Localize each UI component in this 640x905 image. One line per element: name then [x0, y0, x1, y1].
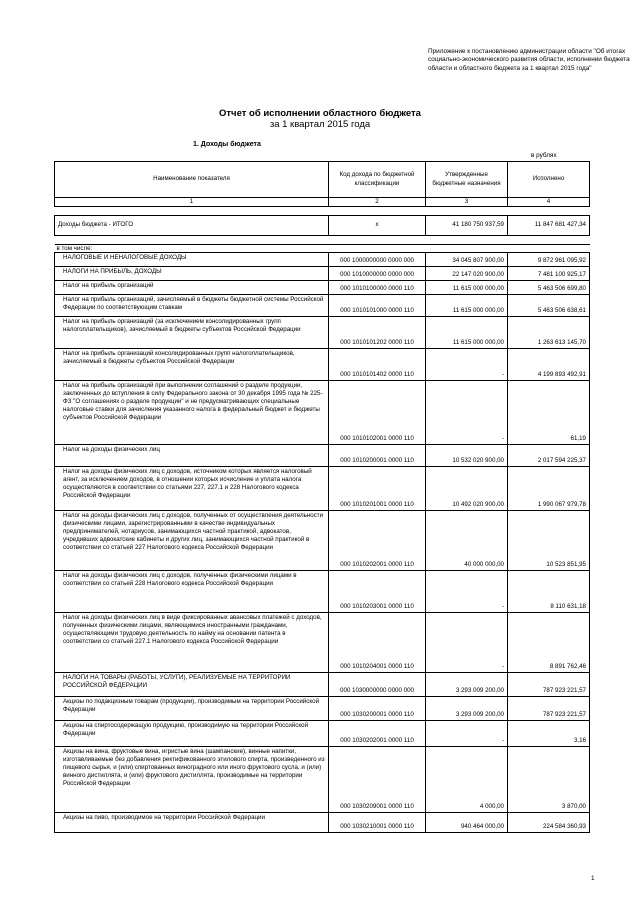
row-executed: 787 923 221,57	[508, 673, 590, 697]
row-code: 000 1010101402 0000 110	[329, 349, 426, 381]
row-code: 000 1030210001 0000 110	[329, 813, 426, 833]
row-approved: 940 464 000,00	[426, 813, 508, 833]
currency-unit: в рублях	[531, 152, 557, 159]
table-row	[55, 253, 590, 267]
row-approved: -	[426, 571, 508, 613]
table-row	[55, 381, 590, 445]
row-name: Налог на прибыль организаций	[55, 281, 329, 295]
row-name: Налог на прибыль организаций (за исключением консолидированных групп налогоплательщиков), зачисляемый в бюджеты субъектов Российской Федерации	[55, 317, 329, 349]
row-code: 000 1010101000 0000 110	[329, 295, 426, 317]
row-code: 000 1000000000 0000 000	[329, 253, 426, 267]
column-number: 4	[508, 198, 590, 207]
row-approved: 3 293 009 200,00	[426, 673, 508, 697]
row-executed: 787 923 221,57	[508, 697, 590, 721]
row-name: Акцизы на пиво, производимое на территории Российской Федерации	[55, 813, 329, 833]
row-executed: 3 870,00	[508, 747, 590, 813]
row-approved: 11 615 000 000,00	[426, 317, 508, 349]
revenue-table	[54, 161, 590, 833]
row-name: Акцизы на спиртосодержащую продукцию, производимую на территории Российской Федерации	[55, 721, 329, 747]
row-approved: 40 000 000,00	[426, 511, 508, 571]
row-approved: 11 615 000 000,00	[426, 281, 508, 295]
row-code: 000 1030000000 0000 000	[329, 673, 426, 697]
row-name: Акцизы на вина, фруктовые вина, игристые вина (шампанские), винные напитки, изготавливаемые без добавления ректификованного этилового спирта, произведенного из пищевого сырья, и (или) спиртованных виноградного или иного фруктового сусла, и (или) винного дистиллята, и (или) фруктового дистиллята, производимые на территории Российской Федерации	[55, 747, 329, 813]
row-approved: 11 615 000 000,00	[426, 295, 508, 317]
table-row	[55, 721, 590, 747]
row-executed: 2 017 594 225,37	[508, 445, 590, 467]
table-row	[55, 747, 590, 813]
table-row	[55, 349, 590, 381]
column-header-approved: Утвержденные бюджетные назначения	[426, 162, 508, 198]
column-header-executed: Исполнено	[508, 162, 590, 198]
column-header-code: Код дохода по бюджетной классификации	[329, 162, 426, 198]
table-row	[55, 511, 590, 571]
row-approved: 3 293 009 200,00	[426, 697, 508, 721]
column-number: 3	[426, 198, 508, 207]
table-row	[55, 445, 590, 467]
row-approved: -	[426, 349, 508, 381]
row-executed: 1 990 067 979,78	[508, 467, 590, 511]
row-code: 000 1030200001 0000 110	[329, 697, 426, 721]
row-code: 000 1010203001 0000 110	[329, 571, 426, 613]
including-label: в том числе:	[56, 245, 93, 252]
row-approved: -	[426, 721, 508, 747]
row-name: Налог на прибыль организаций консолидированных групп налогоплательщиков, зачисляемый в бюджеты субъектов Российской Федерации	[55, 349, 329, 381]
row-code: 000 1030202001 0000 110	[329, 721, 426, 747]
report-period: за 1 квартал 2015 года	[269, 119, 371, 130]
row-name: НАЛОГИ НА ПРИБЫЛЬ, ДОХОДЫ	[55, 267, 329, 281]
row-name: НАЛОГИ НА ТОВАРЫ (РАБОТЫ, УСЛУГИ), РЕАЛИЗУЕМЫЕ НА ТЕРРИТОРИИ РОССИЙСКОЙ ФЕДЕРАЦИИ	[55, 673, 329, 697]
row-code: 000 1010204001 0000 110	[329, 613, 426, 673]
page-number: 1	[591, 875, 595, 882]
total-code: x	[329, 216, 426, 236]
row-executed: 8 891 762,46	[508, 613, 590, 673]
table-row	[55, 281, 590, 295]
row-code: 000 1010100000 0000 110	[329, 281, 426, 295]
row-executed: 7 481 100 925,17	[508, 267, 590, 281]
row-code: 000 1010202001 0000 110	[329, 511, 426, 571]
total-label: Доходы бюджета - ИТОГО	[55, 216, 329, 236]
row-code: 000 1010200001 0000 110	[329, 445, 426, 467]
table-row	[55, 697, 590, 721]
row-executed: 5 463 506 638,61	[508, 295, 590, 317]
row-approved: 10 492 020 900,00	[426, 467, 508, 511]
table-row	[55, 673, 590, 697]
row-name: Налог на доходы физических лиц	[55, 445, 329, 467]
table-row	[55, 613, 590, 673]
total-executed: 11 847 681 427,34	[508, 216, 590, 236]
row-name: Акцизы по подакцизным товарам (продукции), производимым на территории Российской Федерации	[55, 697, 329, 721]
row-executed: 10 523 851,95	[508, 511, 590, 571]
row-approved: -	[426, 381, 508, 445]
row-code: 000 1030209001 0000 110	[329, 747, 426, 813]
table-row	[55, 295, 590, 317]
row-code: 000 1010101202 0000 110	[329, 317, 426, 349]
column-number: 1	[55, 198, 329, 207]
row-name: Налог на доходы физических лиц с доходов, полученных физическими лицами в соответствии со статьей 228 Налогового кодекса Российской Федерации	[55, 571, 329, 613]
total-approved: 41 180 750 937,59	[426, 216, 508, 236]
row-executed: 9 872 961 095,92	[508, 253, 590, 267]
table-row	[55, 317, 590, 349]
row-approved: 22 147 020 900,00	[426, 267, 508, 281]
table-row	[55, 571, 590, 613]
table-row	[55, 467, 590, 511]
row-name: Налог на доходы физических лиц с доходов, источником которых является налоговый агент, за исключением доходов, в отношении которых исчисление и уплата налога осуществляются в соответствии со статьями 227, 227.1 и 228 Налогового кодекса Российской Федерации	[55, 467, 329, 511]
appendix-note: Приложение к постановлению администрации области "Об итогах социально-экономического развития области, исполнении бюджета области и областного бюджета за 1 квартал 2015 года"	[428, 48, 630, 72]
row-approved: 34 045 807 900,00	[426, 253, 508, 267]
row-executed: 5 463 506 699,80	[508, 281, 590, 295]
row-name: Налог на доходы физических лиц с доходов, полученных от осуществления деятельности физическими лицами, зарегистрированными в качестве индивидуальных предпринимателей, нотариусов, занимающихся частной практикой, адвокатов, учредивших адвокатские кабинеты и других лиц, занимающихся частной практикой в соответствии со статьей 227 Налогового кодекса Российской Федерации	[55, 511, 329, 571]
row-executed: 224 584 360,93	[508, 813, 590, 833]
row-approved: 4 000,00	[426, 747, 508, 813]
section-title: 1. Доходы бюджета	[193, 141, 261, 148]
spacer	[55, 207, 590, 216]
column-number: 2	[329, 198, 426, 207]
table-row	[55, 813, 590, 833]
table-row	[55, 267, 590, 281]
row-code: 000 1010000000 0000 000	[329, 267, 426, 281]
row-executed: 1 263 613 145,70	[508, 317, 590, 349]
report-title: Отчет об исполнении областного бюджета	[219, 108, 421, 119]
row-code: 000 1010102001 0000 110	[329, 381, 426, 445]
row-executed: 8 110 631,18	[508, 571, 590, 613]
spacer	[55, 236, 590, 245]
column-header-name: Наименование показателя	[55, 162, 329, 198]
row-code: 000 1010201001 0000 110	[329, 467, 426, 511]
row-executed: 4 199 893 492,91	[508, 349, 590, 381]
row-name: Налог на прибыль организаций при выполнении соглашений о разделе продукции, заключенных до вступления в силу Федерального закона от 30 декабря 1995 года № 225-ФЗ "О соглашениях о разделе продукции" и не предусматривающих специальные налоговые ставки для зачисления указанного налога в федеральный бюджет и бюджеты субъектов Российской Федерации	[55, 381, 329, 445]
row-executed: 3,16	[508, 721, 590, 747]
total-row	[55, 216, 590, 236]
row-approved: 10 532 020 900,00	[426, 445, 508, 467]
row-approved: -	[426, 613, 508, 673]
row-name: Налог на доходы физических лиц в виде фиксированных авансовых платежей с доходов, полученных физическими лицами, являющимися иностранными гражданами, осуществляющими трудовую деятельность по найму на основании патента в соответствии со статьей 227.1 Налогового кодекса Российской Федерации	[55, 613, 329, 673]
row-executed: 61,19	[508, 381, 590, 445]
row-name: Налог на прибыль организаций, зачисляемый в бюджеты бюджетной системы Российской Федерации по соответствующим ставкам	[55, 295, 329, 317]
row-name: НАЛОГОВЫЕ И НЕНАЛОГОВЫЕ ДОХОДЫ	[55, 253, 329, 267]
